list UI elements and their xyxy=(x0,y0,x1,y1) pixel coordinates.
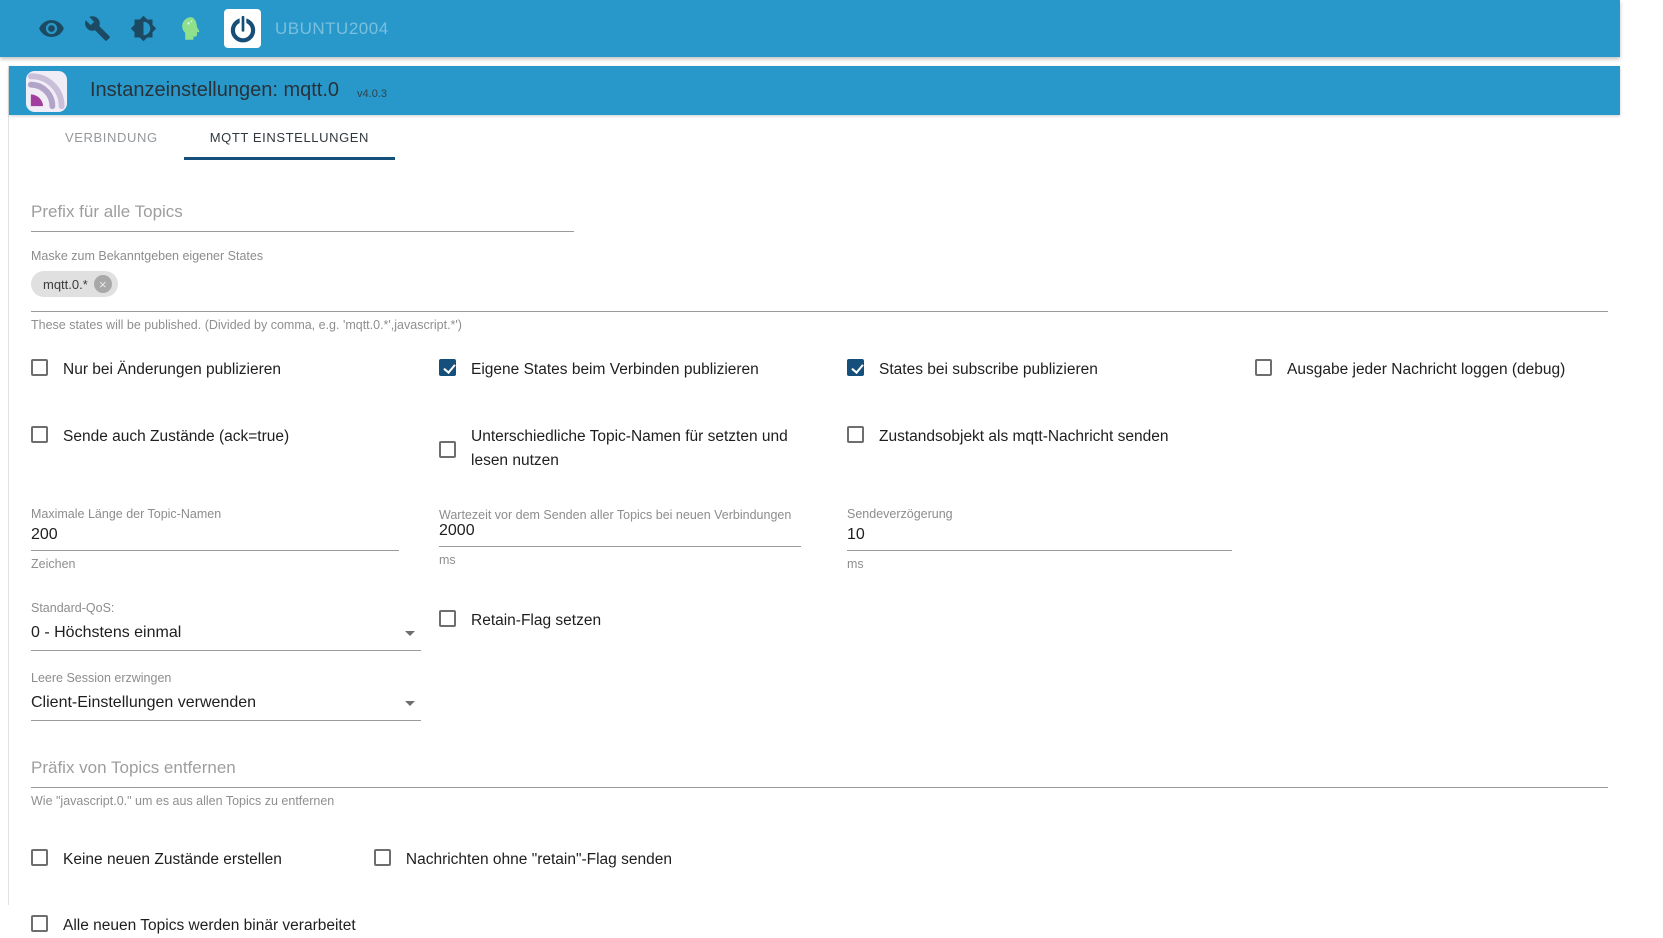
checkbox-label: Retain-Flag setzen xyxy=(471,612,602,630)
checkbox-box xyxy=(439,441,456,458)
assistant-button[interactable] xyxy=(166,6,212,52)
prefix-all-topics-placeholder: Prefix für alle Topics xyxy=(31,202,183,221)
checkbox-box xyxy=(31,915,48,932)
publish-mask-field xyxy=(31,249,1608,332)
remove-prefix-input[interactable] xyxy=(31,758,1608,788)
checkbox-box xyxy=(847,426,864,443)
checkbox-label: States bei subscribe publizieren xyxy=(879,361,1098,378)
checkbox-no-new-states[interactable] xyxy=(31,848,312,872)
session-selected-value: Client-Einstellungen verwenden xyxy=(31,694,257,712)
checkbox-retain-flag[interactable] xyxy=(439,609,847,633)
retain-flag-wrap xyxy=(439,601,847,633)
mask-chip xyxy=(31,271,118,297)
checkbox-label: Nachrichten ohne "retain"-Flag senden xyxy=(405,851,672,869)
top-system-bar xyxy=(0,0,1620,57)
checkbox-row-3 xyxy=(31,848,1608,872)
chip-close-icon[interactable]: × xyxy=(94,275,112,293)
field-unit: ms xyxy=(439,553,456,568)
checkbox-label: Ausgabe jeder Nachricht loggen (debug) xyxy=(1287,361,1566,378)
send-delay-input[interactable]: 10 xyxy=(847,526,1232,551)
visibility-button[interactable] xyxy=(28,6,74,52)
checkbox-publish-states-on-subscribe[interactable] xyxy=(847,358,1255,382)
checkbox-debug-log[interactable] xyxy=(1255,358,1663,382)
field-label: Sendeverzögerung xyxy=(847,507,953,522)
checkbox-label: Keine neuen Zustände erstellen xyxy=(63,851,282,869)
qos-selected-value: 0 - Höchstens einmal xyxy=(31,624,182,642)
chevron-down-icon xyxy=(405,701,415,706)
eye-icon xyxy=(38,15,65,42)
field-label: Wartezeit vor dem Senden aller Topics bei neuen Verbindungen xyxy=(439,508,792,523)
qos-select-field xyxy=(31,601,439,721)
checkbox-box xyxy=(847,359,864,376)
field-unit: Zeichen xyxy=(31,557,76,572)
host-label: UBUNTU2004 xyxy=(275,18,389,38)
session-label: Leere Session erzwingen xyxy=(31,671,172,686)
tab-verbindung[interactable]: VERBINDUNG xyxy=(65,130,158,145)
checkbox-label: Unterschiedliche Topic-Namen für setzten und lesen nutzen xyxy=(471,428,788,470)
field-unit: ms xyxy=(847,557,864,572)
mask-chip-label: mqtt.0.* xyxy=(43,276,88,292)
checkbox-send-without-retain[interactable] xyxy=(374,848,702,872)
checkbox-box xyxy=(31,359,48,376)
max-topic-length-field xyxy=(31,507,439,571)
publish-mask-label: Maske zum Bekanntgeben eigener States xyxy=(31,249,264,263)
qos-select[interactable] xyxy=(31,624,421,651)
settings-form xyxy=(9,202,1620,938)
instance-settings-dialog xyxy=(8,66,1620,935)
publish-mask-input[interactable] xyxy=(31,271,1608,312)
prefix-all-topics-input[interactable] xyxy=(31,202,574,232)
checkbox-publish-on-change[interactable] xyxy=(31,358,439,382)
brightness-icon xyxy=(130,15,157,42)
qos-row xyxy=(31,601,1608,721)
tab-mqtt-einstellungen[interactable]: MQTT EINSTELLUNGEN xyxy=(184,115,395,160)
checkbox-binary-topics[interactable] xyxy=(31,914,386,938)
dialog-title: Instanzeinstellungen: mqtt.0 xyxy=(90,79,340,101)
checkbox-row-4 xyxy=(31,914,1608,938)
checkbox-box xyxy=(1255,359,1272,376)
checkbox-label: Eigene States beim Verbinden publizieren xyxy=(471,361,759,378)
remove-prefix-group xyxy=(31,758,1608,808)
wrench-icon xyxy=(84,15,111,42)
remove-prefix-helper: Wie "javascript.0." um es aus allen Topics zu entfernen xyxy=(31,794,335,809)
checkbox-box xyxy=(31,426,48,443)
checkbox-send-state-object[interactable] xyxy=(847,425,1255,449)
adapter-version: v4.0.3 xyxy=(357,87,388,100)
checkbox-row-1 xyxy=(31,358,1608,382)
checkbox-box xyxy=(31,849,48,866)
send-delay-field xyxy=(847,507,1255,571)
theme-button[interactable] xyxy=(120,6,166,52)
chevron-down-icon xyxy=(405,631,415,636)
mqtt-adapter-logo xyxy=(25,70,68,113)
remove-prefix-placeholder: Präfix von Topics entfernen xyxy=(31,758,236,778)
checkbox-label: Zustandsobjekt als mqtt-Nachricht senden xyxy=(879,428,1169,446)
tab-bar xyxy=(9,115,1620,160)
iobroker-logo[interactable] xyxy=(224,9,261,48)
checkbox-label: Alle neuen Topics werden binär verarbeitet xyxy=(63,917,356,935)
checkbox-different-topic-names[interactable] xyxy=(439,425,847,473)
session-select[interactable] xyxy=(31,694,421,721)
checkbox-box xyxy=(374,849,391,866)
checkbox-send-ack-states[interactable] xyxy=(31,425,439,449)
publish-mask-helper: These states will be published. (Divided by comma, e.g. 'mqtt.0.*',javascript.*') xyxy=(31,318,462,332)
field-label: Maximale Länge der Topic-Namen xyxy=(31,507,222,522)
max-topic-length-input[interactable]: 200 xyxy=(31,526,399,551)
number-inputs-row xyxy=(31,507,1608,571)
checkbox-label: Nur bei Änderungen publizieren xyxy=(63,361,282,378)
qos-label: Standard-QoS: xyxy=(31,601,115,616)
dialog-header xyxy=(9,66,1620,115)
settings-button[interactable] xyxy=(74,6,120,52)
checkbox-box xyxy=(439,610,456,627)
send-interval-field xyxy=(439,507,847,567)
assistant-head-icon xyxy=(176,15,203,42)
send-interval-input[interactable]: 2000 xyxy=(439,522,801,547)
checkbox-label: Sende auch Zustände (ack=true) xyxy=(63,428,290,446)
checkbox-row-2 xyxy=(31,425,1608,473)
checkbox-box xyxy=(439,359,456,376)
checkbox-publish-own-states-on-connect[interactable] xyxy=(439,358,847,382)
